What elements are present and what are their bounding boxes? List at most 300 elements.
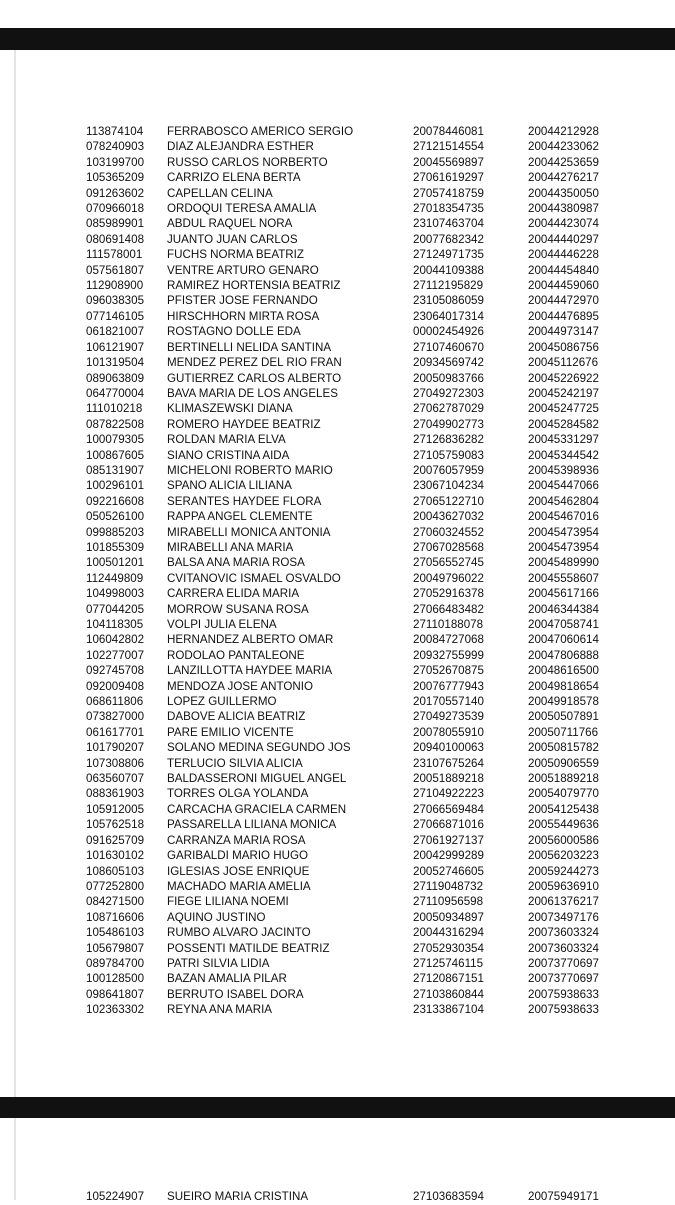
name-cell: BERRUTO ISABEL DORA (167, 987, 304, 1001)
table-row (0, 694, 675, 709)
id-cell: 085131907 (86, 463, 145, 477)
table-row (0, 1002, 675, 1017)
cuit-cell: 20045112676 (528, 356, 599, 370)
id-cell: 077146105 (86, 309, 145, 323)
name-cell: CARRANZA MARIA ROSA (167, 833, 306, 847)
cuil-cell: 20940100063 (413, 741, 484, 755)
cuil-cell: 20049796022 (413, 571, 484, 585)
name-cell: MENDEZ PEREZ DEL RIO FRAN (167, 356, 342, 370)
name-cell: PASSARELLA LILIANA MONICA (167, 818, 337, 832)
name-cell: TORRES OLGA YOLANDA (167, 787, 309, 801)
cuil-cell: 27066871016 (413, 818, 484, 832)
table-row (0, 894, 675, 909)
cuit-cell: 20044446228 (528, 248, 599, 262)
cuil-cell: 20050934897 (413, 910, 484, 924)
cuil-cell: 27112195829 (413, 279, 484, 293)
cuit-cell: 20044253659 (528, 155, 599, 169)
name-cell: MACHADO MARIA AMELIA (167, 879, 311, 893)
name-cell: TERLUCIO SILVIA ALICIA (167, 756, 303, 770)
table-row (0, 786, 675, 801)
id-cell: 102277007 (86, 648, 145, 662)
id-cell: 089063809 (86, 371, 145, 385)
table-row (0, 879, 675, 894)
cuil-cell: 27052670875 (413, 664, 484, 678)
cuil-cell: 27110956598 (413, 895, 484, 909)
cuil-cell: 27052916378 (413, 587, 484, 601)
cuil-cell: 27049272303 (413, 386, 484, 400)
cuit-cell: 20045242197 (528, 386, 599, 400)
table-row (0, 340, 675, 355)
table-row (0, 401, 675, 416)
id-cell: 102363302 (86, 1003, 145, 1017)
cuil-cell: 27103860844 (413, 987, 484, 1001)
cuit-cell: 20045344542 (528, 448, 599, 462)
table-row (0, 432, 675, 447)
id-cell: 100079305 (86, 433, 145, 447)
table-row (0, 417, 675, 432)
cuit-cell: 20047058741 (528, 618, 599, 631)
cuil-cell: 27018354735 (413, 202, 484, 216)
table-row (0, 817, 675, 832)
id-cell: 088361903 (86, 787, 145, 801)
id-cell: 105762518 (86, 818, 145, 832)
id-cell: 057561807 (86, 263, 145, 277)
cuil-cell: 23067104234 (413, 479, 484, 493)
table-row (0, 586, 675, 601)
cuit-cell: 20044476895 (528, 309, 599, 323)
cuil-cell: 20078055910 (413, 725, 484, 739)
table-row (0, 324, 675, 339)
name-cell: GARIBALDI MARIO HUGO (167, 849, 309, 863)
name-cell: DABOVE ALICIA BEATRIZ (167, 710, 306, 724)
cuit-cell: 20045462804 (528, 494, 599, 508)
id-cell: 105224907 (86, 1190, 145, 1203)
cuil-cell: 27065122710 (413, 494, 484, 508)
cuil-cell: 27120867151 (413, 972, 484, 986)
name-cell: VENTRE ARTURO GENARO (167, 263, 319, 277)
name-cell: SUEIRO MARIA CRISTINA (167, 1190, 309, 1203)
cuit-cell: 20045558607 (528, 571, 599, 585)
cuil-cell: 27067028568 (413, 540, 484, 554)
cuil-cell: 23105086059 (413, 294, 484, 308)
id-cell: 106121907 (86, 340, 145, 354)
table-row (0, 956, 675, 971)
cuil-cell: 20043627032 (413, 510, 484, 524)
cuil-cell: 27057418759 (413, 186, 484, 200)
table-row (0, 802, 675, 817)
cuit-cell: 20045086756 (528, 340, 599, 354)
cuil-cell: 27105759083 (413, 448, 484, 462)
id-cell: 096038305 (86, 294, 145, 308)
cuil-cell: 27110188078 (413, 618, 484, 631)
cuil-cell: 20077682342 (413, 232, 484, 246)
cuil-cell: 20076777943 (413, 679, 484, 693)
name-cell: RAMIREZ HORTENSIA BEATRIZ (167, 279, 341, 293)
cuil-cell: 20170557140 (413, 695, 484, 709)
table-row (0, 571, 675, 586)
name-cell: SOLANO MEDINA SEGUNDO JOS (167, 741, 351, 755)
cuil-cell: 27052930354 (413, 941, 484, 955)
name-cell: BALDASSERONI MIGUEL ANGEL (167, 772, 347, 786)
table-row (0, 170, 675, 185)
id-cell: 113874104 (86, 125, 144, 138)
name-cell: SPANO ALICIA LILIANA (167, 479, 292, 493)
id-cell: 104118305 (86, 618, 144, 631)
cuit-cell: 20073603324 (528, 941, 599, 955)
cuil-cell: 23107463704 (413, 217, 484, 231)
name-cell: HIRSCHHORN MIRTA ROSA (167, 309, 320, 323)
table-row (0, 725, 675, 740)
table-row (0, 679, 675, 694)
name-cell: HERNANDEZ ALBERTO OMAR (167, 633, 334, 647)
cuit-cell: 20044350050 (528, 186, 599, 200)
cuil-cell: 20084727068 (413, 633, 484, 647)
table-row (0, 971, 675, 986)
cuil-cell: 23107675264 (413, 756, 484, 770)
id-cell: 061821007 (86, 325, 145, 339)
table-row (0, 987, 675, 1002)
name-cell: MIRABELLI MONICA ANTONIA (167, 525, 331, 539)
cuit-cell: 20045226922 (528, 371, 599, 385)
cuit-cell: 20054079770 (528, 787, 599, 801)
table-row (0, 771, 675, 786)
name-cell: CAPELLAN CELINA (167, 186, 273, 200)
id-cell: 092216608 (86, 494, 145, 508)
cuit-cell: 20046344384 (528, 602, 599, 616)
cuil-cell: 27066569484 (413, 802, 484, 816)
cuil-cell: 20051889218 (413, 772, 484, 786)
cuit-cell: 20044440297 (528, 232, 599, 246)
next-page-table-row (0, 1189, 675, 1205)
page-separator-bar (0, 1097, 675, 1118)
id-cell: 112449809 (86, 571, 144, 585)
cuil-cell: 27062787029 (413, 402, 484, 416)
cuil-cell: 23064017314 (413, 309, 484, 323)
id-cell: 111578001 (86, 248, 143, 262)
id-cell: 089784700 (86, 956, 145, 970)
id-cell: 100867605 (86, 448, 145, 462)
id-cell: 100501201 (86, 556, 145, 570)
cuit-cell: 20056000586 (528, 833, 599, 847)
id-cell: 105365209 (86, 171, 145, 185)
id-cell: 078240903 (86, 140, 145, 154)
id-cell: 077252800 (86, 879, 145, 893)
cuil-cell: 20045569897 (413, 155, 484, 169)
top-dark-bar (0, 28, 675, 50)
cuil-cell: 23133867104 (413, 1003, 484, 1017)
name-cell: REYNA ANA MARIA (167, 1003, 273, 1017)
name-cell: MIRABELLI ANA MARIA (167, 540, 294, 554)
table-row (0, 278, 675, 293)
table-row (0, 602, 675, 617)
id-cell: 103199700 (86, 155, 145, 169)
table-row (0, 463, 675, 478)
table-row (0, 709, 675, 724)
id-cell: 105486103 (86, 926, 145, 940)
cuit-cell: 20061376217 (528, 895, 599, 909)
table-row (0, 910, 675, 925)
cuil-cell: 27119048732 (413, 879, 484, 893)
name-cell: JUANTO JUAN CARLOS (167, 232, 298, 246)
cuit-cell: 20044212928 (528, 125, 599, 138)
table-row (0, 386, 675, 401)
cuit-cell: 20049818654 (528, 679, 599, 693)
id-cell: 107308806 (86, 756, 145, 770)
name-cell: FERRABOSCO AMERICO SERGIO (167, 125, 354, 138)
id-cell: 106042802 (86, 633, 145, 647)
name-cell: POSSENTI MATILDE BEATRIZ (167, 941, 330, 955)
table-row (0, 155, 675, 170)
cuit-cell: 20059244273 (528, 864, 599, 878)
name-cell: RUMBO ALVARO JACINTO (167, 926, 311, 940)
cuit-cell: 20045398936 (528, 463, 599, 477)
name-cell: SIANO CRISTINA AIDA (167, 448, 290, 462)
name-cell: LOPEZ GUILLERMO (167, 695, 277, 709)
cuit-cell: 20059636910 (528, 879, 599, 893)
id-cell: 099885203 (86, 525, 145, 539)
cuil-cell: 20934569742 (413, 356, 484, 370)
cuil-cell: 00002454926 (413, 325, 484, 339)
table-row (0, 864, 675, 879)
cuit-cell: 20044276217 (528, 171, 599, 185)
name-cell: SERANTES HAYDEE FLORA (167, 494, 322, 508)
id-cell: 111010218 (86, 402, 143, 416)
name-cell: CARCACHA GRACIELA CARMEN (167, 802, 347, 816)
cuit-cell: 20050507891 (528, 710, 599, 724)
cuil-cell: 20052746605 (413, 864, 484, 878)
table-row (0, 540, 675, 555)
table-row (0, 925, 675, 940)
name-cell: BERTINELLI NELIDA SANTINA (167, 340, 332, 354)
id-cell: 108605103 (86, 864, 145, 878)
id-cell: 073827000 (86, 710, 145, 724)
id-cell: 068611806 (86, 695, 144, 709)
name-cell: AQUINO JUSTINO (167, 910, 266, 924)
name-cell: CARRERA ELIDA MARIA (167, 587, 300, 601)
next-document-page (14, 1118, 675, 1200)
name-cell: BAZAN AMALIA PILAR (167, 972, 287, 986)
cuit-cell: 20045247725 (528, 402, 599, 416)
table-row (0, 232, 675, 247)
name-cell: MICHELONI ROBERTO MARIO (167, 463, 333, 477)
id-cell: 063560707 (86, 772, 145, 786)
table-row (0, 201, 675, 216)
cuit-cell: 20073770697 (528, 972, 599, 986)
cuit-cell: 20045284582 (528, 417, 599, 431)
cuil-cell: 20076057959 (413, 463, 484, 477)
id-cell: 105679807 (86, 941, 145, 955)
data-table (0, 124, 675, 1018)
cuit-cell: 20047060614 (528, 633, 599, 647)
table-row (0, 941, 675, 956)
cuil-cell: 20042999289 (413, 849, 484, 863)
cuil-cell: 27103683594 (413, 1190, 484, 1203)
id-cell: 101630102 (86, 849, 145, 863)
cuil-cell: 27049273539 (413, 710, 484, 724)
cuit-cell: 20055449636 (528, 818, 599, 832)
cuit-cell: 20045447066 (528, 479, 599, 493)
name-cell: PATRI SILVIA LIDIA (167, 956, 270, 970)
table-row (0, 309, 675, 324)
name-cell: CVITANOVIC ISMAEL OSVALDO (167, 571, 341, 585)
cuit-cell: 20045473954 (528, 525, 599, 539)
cuit-cell: 20054125438 (528, 802, 599, 816)
cuit-cell: 20050711766 (528, 725, 599, 739)
id-cell: 087822508 (86, 417, 145, 431)
cuit-cell: 20073603324 (528, 926, 599, 940)
table-row (0, 555, 675, 570)
cuit-cell: 20045489990 (528, 556, 599, 570)
name-cell: MENDOZA JOSE ANTONIO (167, 679, 314, 693)
id-cell: 101790207 (86, 741, 145, 755)
name-cell: LANZILLOTTA HAYDEE MARIA (167, 664, 333, 678)
name-cell: FUCHS NORMA BEATRIZ (167, 248, 304, 262)
id-cell: 050526100 (86, 510, 145, 524)
id-cell: 084271500 (86, 895, 145, 909)
table-row (0, 263, 675, 278)
name-cell: MORROW SUSANA ROSA (167, 602, 309, 616)
cuil-cell: 20050983766 (413, 371, 484, 385)
table-row (0, 494, 675, 509)
table-row (0, 648, 675, 663)
cuil-cell: 27061927137 (413, 833, 484, 847)
name-cell: RUSSO CARLOS NORBERTO (167, 155, 328, 169)
table-row (0, 740, 675, 755)
table-row (0, 448, 675, 463)
name-cell: ROLDAN MARIA ELVA (167, 433, 286, 447)
top-frame (0, 0, 675, 50)
cuit-cell: 20044454840 (528, 263, 599, 277)
table-row (0, 216, 675, 231)
table-row (0, 848, 675, 863)
name-cell: DIAZ ALEJANDRA ESTHER (167, 140, 314, 154)
name-cell: FIEGE LILIANA NOEMI (167, 895, 289, 909)
cuit-cell: 20044459060 (528, 279, 599, 293)
table-row (0, 663, 675, 678)
cuil-cell: 20044316294 (413, 926, 484, 940)
cuil-cell: 20044109388 (413, 263, 484, 277)
cuit-cell: 20044973147 (528, 325, 599, 339)
name-cell: KLIMASZEWSKI DIANA (167, 402, 293, 416)
cuit-cell: 20049918578 (528, 695, 599, 709)
cuil-cell: 27066483482 (413, 602, 484, 616)
cuil-cell: 20932755999 (413, 648, 484, 662)
cuit-cell: 20044472970 (528, 294, 599, 308)
cuil-cell: 27125746115 (413, 956, 484, 970)
cuit-cell: 20075938633 (528, 987, 599, 1001)
name-cell: ABDUL RAQUEL NORA (167, 217, 293, 231)
name-cell: ORDOQUI TERESA AMALIA (167, 202, 317, 216)
cuit-cell: 20044423074 (528, 217, 599, 231)
cuil-cell: 27104922223 (413, 787, 484, 801)
id-cell: 101319504 (86, 356, 145, 370)
id-cell: 070966018 (86, 202, 145, 216)
table-row (0, 186, 675, 201)
table-row (0, 756, 675, 771)
table-row (0, 509, 675, 524)
cuit-cell: 20056203223 (528, 849, 599, 863)
table-row (0, 525, 675, 540)
cuit-cell: 20073497176 (528, 910, 599, 924)
name-cell: ROSTAGNO DOLLE EDA (167, 325, 301, 339)
cuit-cell: 20051889218 (528, 772, 599, 786)
cuil-cell: 27121514554 (413, 140, 484, 154)
cuit-cell: 20048616500 (528, 664, 599, 678)
table-row (0, 632, 675, 647)
table-row (0, 355, 675, 370)
id-cell: 061617701 (86, 725, 145, 739)
cuit-cell: 20075938633 (528, 1003, 599, 1017)
id-cell: 077044205 (86, 602, 145, 616)
table-row (0, 617, 675, 632)
name-cell: IGLESIAS JOSE ENRIQUE (167, 864, 310, 878)
cuit-cell: 20047806888 (528, 648, 599, 662)
id-cell: 080691408 (86, 232, 145, 246)
id-cell: 101855309 (86, 540, 145, 554)
id-cell: 092745708 (86, 664, 145, 678)
id-cell: 091263602 (86, 186, 145, 200)
name-cell: GUTIERREZ CARLOS ALBERTO (167, 371, 342, 385)
name-cell: PARE EMILIO VICENTE (167, 725, 294, 739)
cuit-cell: 20045467016 (528, 510, 599, 524)
cuit-cell: 20075949171 (528, 1190, 599, 1203)
table-row (0, 293, 675, 308)
cuil-cell: 27124971735 (413, 248, 484, 262)
cuil-cell: 27060324552 (413, 525, 484, 539)
table-row (0, 478, 675, 493)
table-row (0, 247, 675, 262)
cuit-cell: 20045617166 (528, 587, 599, 601)
id-cell: 092009408 (86, 679, 145, 693)
id-cell: 098641807 (86, 987, 145, 1001)
cuil-cell: 27126836282 (413, 433, 484, 447)
id-cell: 100296101 (86, 479, 145, 493)
id-cell: 105912005 (86, 802, 145, 816)
id-cell: 104998003 (86, 587, 145, 601)
table-row (0, 139, 675, 154)
id-cell: 108716606 (86, 910, 145, 924)
name-cell: BALSA ANA MARIA ROSA (167, 556, 305, 570)
cuit-cell: 20050815782 (528, 741, 599, 755)
name-cell: RODOLAO PANTALEONE (167, 648, 305, 662)
cuit-cell: 20045331297 (528, 433, 599, 447)
name-cell: CARRIZO ELENA BERTA (167, 171, 301, 185)
id-cell: 085989901 (86, 217, 145, 231)
table-row (0, 833, 675, 848)
name-cell: BAVA MARIA DE LOS ANGELES (167, 386, 338, 400)
cuit-cell: 20044380987 (528, 202, 599, 216)
name-cell: RAPPA ANGEL CLEMENTE (167, 510, 313, 524)
id-cell: 112908900 (86, 279, 144, 293)
cuit-cell: 20045473954 (528, 540, 599, 554)
table-row (0, 124, 675, 139)
id-cell: 064770004 (86, 386, 145, 400)
id-cell: 100128500 (86, 972, 145, 986)
cuil-cell: 27107460670 (413, 340, 484, 354)
cuil-cell: 20078446081 (413, 125, 484, 138)
cuil-cell: 27049902773 (413, 417, 484, 431)
cuit-cell: 20044233062 (528, 140, 599, 154)
cuil-cell: 27056552745 (413, 556, 484, 570)
id-cell: 091625709 (86, 833, 145, 847)
cuil-cell: 27061619297 (413, 171, 484, 185)
cuit-cell: 20073770697 (528, 956, 599, 970)
name-cell: ROMERO HAYDEE BEATRIZ (167, 417, 321, 431)
table-row (0, 371, 675, 386)
name-cell: VOLPI JULIA ELENA (167, 618, 277, 631)
cuit-cell: 20050906559 (528, 756, 599, 770)
name-cell: PFISTER JOSE FERNANDO (167, 294, 318, 308)
